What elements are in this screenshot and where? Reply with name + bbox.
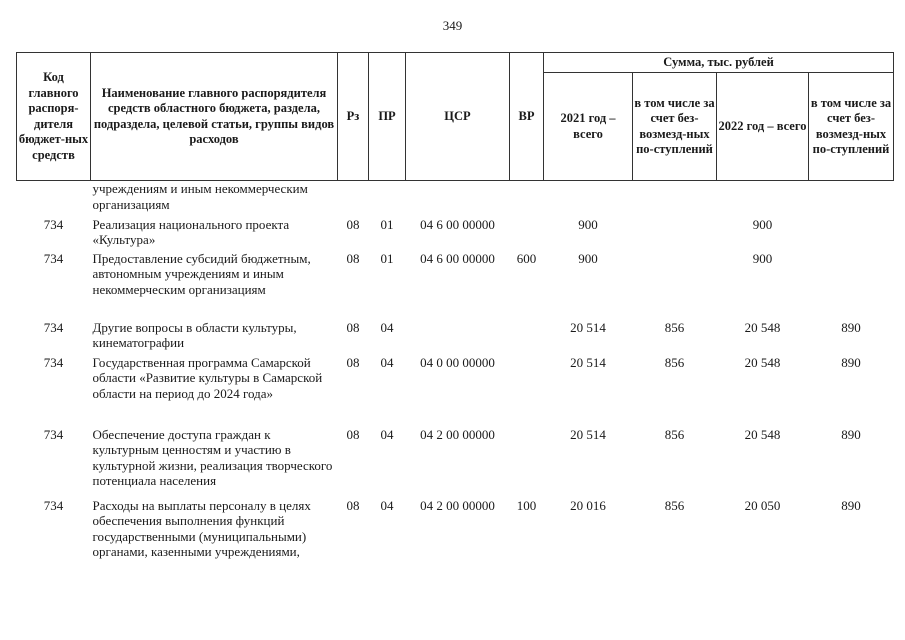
row-code: 734 bbox=[43, 354, 64, 370]
budget-table bbox=[16, 52, 894, 588]
row-csr: 04 2 00 00000 bbox=[420, 497, 495, 513]
row-free-2022 bbox=[809, 217, 894, 251]
row-free-2021: 856 bbox=[664, 354, 685, 370]
header-vr: ВР bbox=[510, 53, 544, 181]
row-pr: 01 bbox=[380, 250, 394, 266]
row-code: 734 bbox=[43, 426, 64, 442]
row-pr: 04 bbox=[380, 354, 394, 370]
row-free-2022: 890 bbox=[841, 497, 861, 513]
row-sum-2021: 20 514 bbox=[570, 354, 606, 370]
row-name: Обеспечение доступа граждан к культурным ценностям и участию в культурной жизни, реализация творческого потенциала населения bbox=[92, 426, 333, 489]
row-sum-2021 bbox=[544, 181, 633, 217]
row-vr bbox=[510, 217, 544, 251]
header-sum-group: Сумма, тыс. рублей bbox=[544, 53, 894, 73]
row-vr bbox=[510, 427, 544, 498]
table-row bbox=[17, 498, 894, 588]
row-sum-2022: 900 bbox=[752, 216, 773, 232]
row-pr: 01 bbox=[380, 216, 394, 232]
row-free-2021: 856 bbox=[664, 497, 685, 513]
row-free-2022 bbox=[809, 251, 894, 320]
row-rz: 08 bbox=[346, 497, 360, 513]
table-row bbox=[17, 251, 894, 320]
row-csr bbox=[406, 320, 510, 355]
row-vr bbox=[510, 181, 544, 217]
header-pr: ПР bbox=[369, 53, 406, 181]
table-header bbox=[17, 53, 894, 181]
row-sum-2022: 20 050 bbox=[744, 497, 781, 513]
row-code: 734 bbox=[43, 497, 64, 513]
row-rz: 08 bbox=[346, 319, 360, 335]
row-pr bbox=[369, 181, 406, 217]
header-code: Код главного распоря-дителя бюджет-ных средств bbox=[17, 53, 91, 181]
table-row bbox=[17, 320, 894, 355]
row-rz: 08 bbox=[346, 216, 360, 232]
table-row bbox=[17, 355, 894, 427]
row-name: учреждениям и иным некоммерческим организациям bbox=[92, 181, 308, 212]
row-csr: 04 6 00 00000 bbox=[420, 216, 495, 232]
row-free-2022: 890 bbox=[841, 354, 861, 370]
row-free-2021: 856 bbox=[664, 319, 685, 335]
row-rz: 08 bbox=[346, 426, 360, 442]
row-free-2022: 890 bbox=[841, 426, 861, 442]
table-row bbox=[17, 181, 894, 217]
row-sum-2022: 20 548 bbox=[744, 319, 781, 335]
row-sum-2022: 20 548 bbox=[744, 354, 781, 370]
row-name: Государственная программа Самарской области «Развитие культуры в Самарской области на период до 2024 года» bbox=[92, 354, 323, 401]
row-free-2021 bbox=[633, 217, 717, 251]
row-free-2022: 890 bbox=[841, 319, 861, 335]
table-row bbox=[17, 217, 894, 251]
row-code: 734 bbox=[43, 216, 64, 232]
row-sum-2021: 900 bbox=[578, 216, 598, 232]
row-name: Другие вопросы в области культуры, кинематографии bbox=[92, 319, 297, 351]
row-free-2021: 856 bbox=[664, 426, 685, 442]
header-name: Наименование главного распорядителя средств областного бюджета, раздела, подраздела, целевой статьи, группы видов расходов bbox=[91, 53, 338, 181]
page-number: 349 bbox=[442, 18, 463, 33]
row-sum-2021: 20 016 bbox=[570, 497, 606, 513]
row-vr bbox=[510, 355, 544, 427]
row-sum-2021: 20 514 bbox=[570, 426, 606, 442]
header-2022-total: 2022 год – всего bbox=[717, 73, 809, 181]
row-vr: 100 bbox=[516, 497, 537, 513]
row-free-2022 bbox=[809, 181, 894, 217]
row-sum-2021: 900 bbox=[578, 250, 598, 266]
row-code: 734 bbox=[43, 319, 64, 335]
row-pr: 04 bbox=[380, 319, 394, 335]
row-rz bbox=[338, 181, 369, 217]
row-name: Расходы на выплаты персоналу в целях обеспечения выполнения функций государственными (муниципальными) органами, казенными учреждениями, bbox=[92, 497, 311, 560]
row-code bbox=[17, 181, 91, 217]
header-csr: ЦСР bbox=[406, 53, 510, 181]
row-free-2021 bbox=[633, 181, 717, 217]
row-rz: 08 bbox=[346, 250, 360, 266]
row-sum-2022 bbox=[717, 181, 809, 217]
row-csr: 04 2 00 00000 bbox=[420, 426, 495, 442]
row-code: 734 bbox=[43, 250, 64, 266]
header-rz: Рз bbox=[338, 53, 369, 181]
row-sum-2022: 20 548 bbox=[744, 426, 781, 442]
table-row bbox=[17, 427, 894, 498]
row-free-2021 bbox=[633, 251, 717, 320]
row-csr bbox=[406, 181, 510, 217]
header-2022-free: в том числе за счет без-возмезд-ных по-ступлений bbox=[809, 73, 894, 181]
row-rz: 08 bbox=[346, 354, 360, 370]
table-body bbox=[17, 181, 894, 588]
row-csr: 04 6 00 00000 bbox=[420, 250, 495, 266]
row-pr: 04 bbox=[380, 426, 394, 442]
row-sum-2021: 20 514 bbox=[570, 319, 606, 335]
header-2021-free: в том числе за счет без-возмезд-ных по-ступлений bbox=[633, 73, 717, 181]
row-pr: 04 bbox=[380, 497, 394, 513]
row-csr: 04 0 00 00000 bbox=[420, 354, 495, 370]
row-name: Предоставление субсидий бюджетным, автономным учреждениям и иным некоммерческим организациям bbox=[92, 250, 311, 297]
row-name: Реализация национального проекта «Культура» bbox=[92, 216, 290, 248]
row-vr bbox=[510, 320, 544, 355]
row-vr: 600 bbox=[516, 250, 537, 266]
header-2021-total: 2021 год – всего bbox=[544, 73, 633, 181]
row-sum-2022: 900 bbox=[752, 250, 773, 266]
